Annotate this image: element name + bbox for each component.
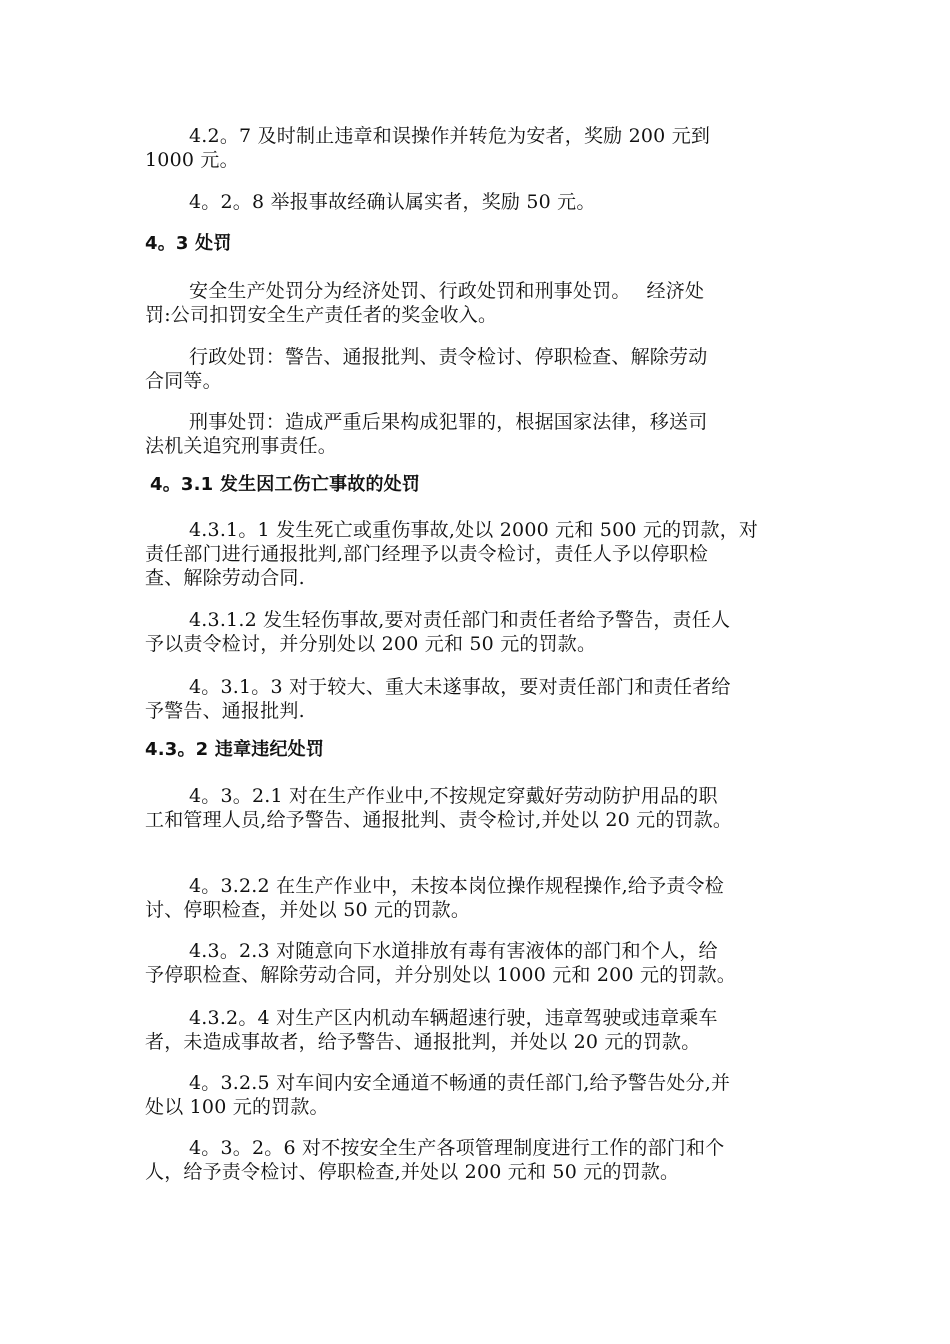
paragraph-4-3-2-2 <box>145 874 820 922</box>
paragraph-4-3-1-2 <box>145 608 820 656</box>
text-line: 安全生产处罚分为经济处罚、行政处罚和刑事处罚。 经济处 <box>189 280 705 302</box>
paragraph-4-3-2-1 <box>145 784 820 832</box>
text-line: 讨、停职检查，并处以 50 元的罚款。 <box>145 899 471 921</box>
paragraph-4-3-2-4 <box>145 1006 820 1054</box>
paragraph-penalty-types <box>145 279 820 327</box>
text-line: 4。2。8 举报事故经确认属实者，奖励 50 元。 <box>189 191 596 213</box>
text-line: 予以责令检讨，并分别处以 200 元和 50 元的罚款。 <box>145 633 597 655</box>
text-line: 工和管理人员,给予警告、通报批判、责令检讨,并处以 20 元的罚款。 <box>145 809 733 831</box>
paragraph-4-3-2-6 <box>145 1136 820 1184</box>
text-line: 责任部门进行通报批判,部门经理予以责令检讨，责任人予以停职检 <box>145 543 709 565</box>
text-line: 予停职检查、解除劳动合同，并分别处以 1000 元和 200 元的罚款。 <box>145 964 736 986</box>
text-line: 4。3。2.1 对在生产作业中,不按规定穿戴好劳动防护用品的职 <box>189 785 718 807</box>
section-heading-4-3-1 <box>150 473 825 497</box>
text-line: 4.3.1.2 发生轻伤事故,要对责任部门和责任者给予警告，责任人 <box>189 609 731 631</box>
text-line: 查、解除劳动合同. <box>145 567 305 589</box>
heading-text: 4.3。2 违章违纪处罚 <box>145 739 325 760</box>
text-line: 4。3.2.5 对车间内安全通道不畅通的责任部门,给予警告处分,并 <box>189 1072 731 1094</box>
paragraph-4-3-1-3 <box>145 675 820 723</box>
paragraph-4-2-7 <box>145 124 820 172</box>
paragraph-criminal-penalty <box>145 410 820 458</box>
section-heading-4-3-2 <box>145 738 820 762</box>
text-line: 罚:公司扣罚安全生产责任者的奖金收入。 <box>145 304 498 326</box>
heading-text: 4。3.1 发生因工伤亡事故的处罚 <box>150 474 421 495</box>
text-line: 人，给予责令检讨、停职检查,并处以 200 元和 50 元的罚款。 <box>145 1161 680 1183</box>
text-line: 4。3。2。6 对不按安全生产各项管理制度进行工作的部门和个 <box>189 1137 725 1159</box>
text-line: 4.3。2.3 对随意向下水道排放有毒有害液体的部门和个人，给 <box>189 940 718 962</box>
text-line: 合同等。 <box>145 370 222 392</box>
text-line: 予警告、通报批判. <box>145 700 305 722</box>
paragraph-4-3-2-5 <box>145 1071 820 1119</box>
text-line: 4。3.1。3 对于较大、重大未遂事故，要对责任部门和责任者给 <box>189 676 731 698</box>
paragraph-4-2-8 <box>145 190 820 214</box>
text-line: 4.3.2。4 对生产区内机动车辆超速行驶，违章驾驶或违章乘车 <box>189 1007 718 1029</box>
text-line: 行政处罚：警告、通报批判、责令检讨、停职检查、解除劳动 <box>189 346 708 368</box>
text-line: 4.3.1。1 发生死亡或重伤事故,处以 2000 元和 500 元的罚款，对 <box>189 519 759 541</box>
text-line: 处以 100 元的罚款。 <box>145 1096 329 1118</box>
text-line: 4.2。7 及时制止违章和误操作并转危为安者，奖励 200 元到 <box>189 125 711 147</box>
paragraph-4-3-1-1 <box>145 518 820 590</box>
paragraph-4-3-2-3 <box>145 939 820 987</box>
paragraph-administrative-penalty <box>145 345 820 393</box>
text-line: 1000 元。 <box>145 149 239 171</box>
section-heading-4-3 <box>145 232 820 256</box>
text-line: 刑事处罚：造成严重后果构成犯罪的，根据国家法律，移送司 <box>189 411 708 433</box>
text-line: 者，未造成事故者，给予警告、通报批判，并处以 20 元的罚款。 <box>145 1031 701 1053</box>
text-line: 4。3.2.2 在生产作业中，未按本岗位操作规程操作,给予责令检 <box>189 875 724 897</box>
text-line: 法机关追究刑事责任。 <box>145 435 338 457</box>
heading-text: 4。3 处罚 <box>145 233 232 254</box>
